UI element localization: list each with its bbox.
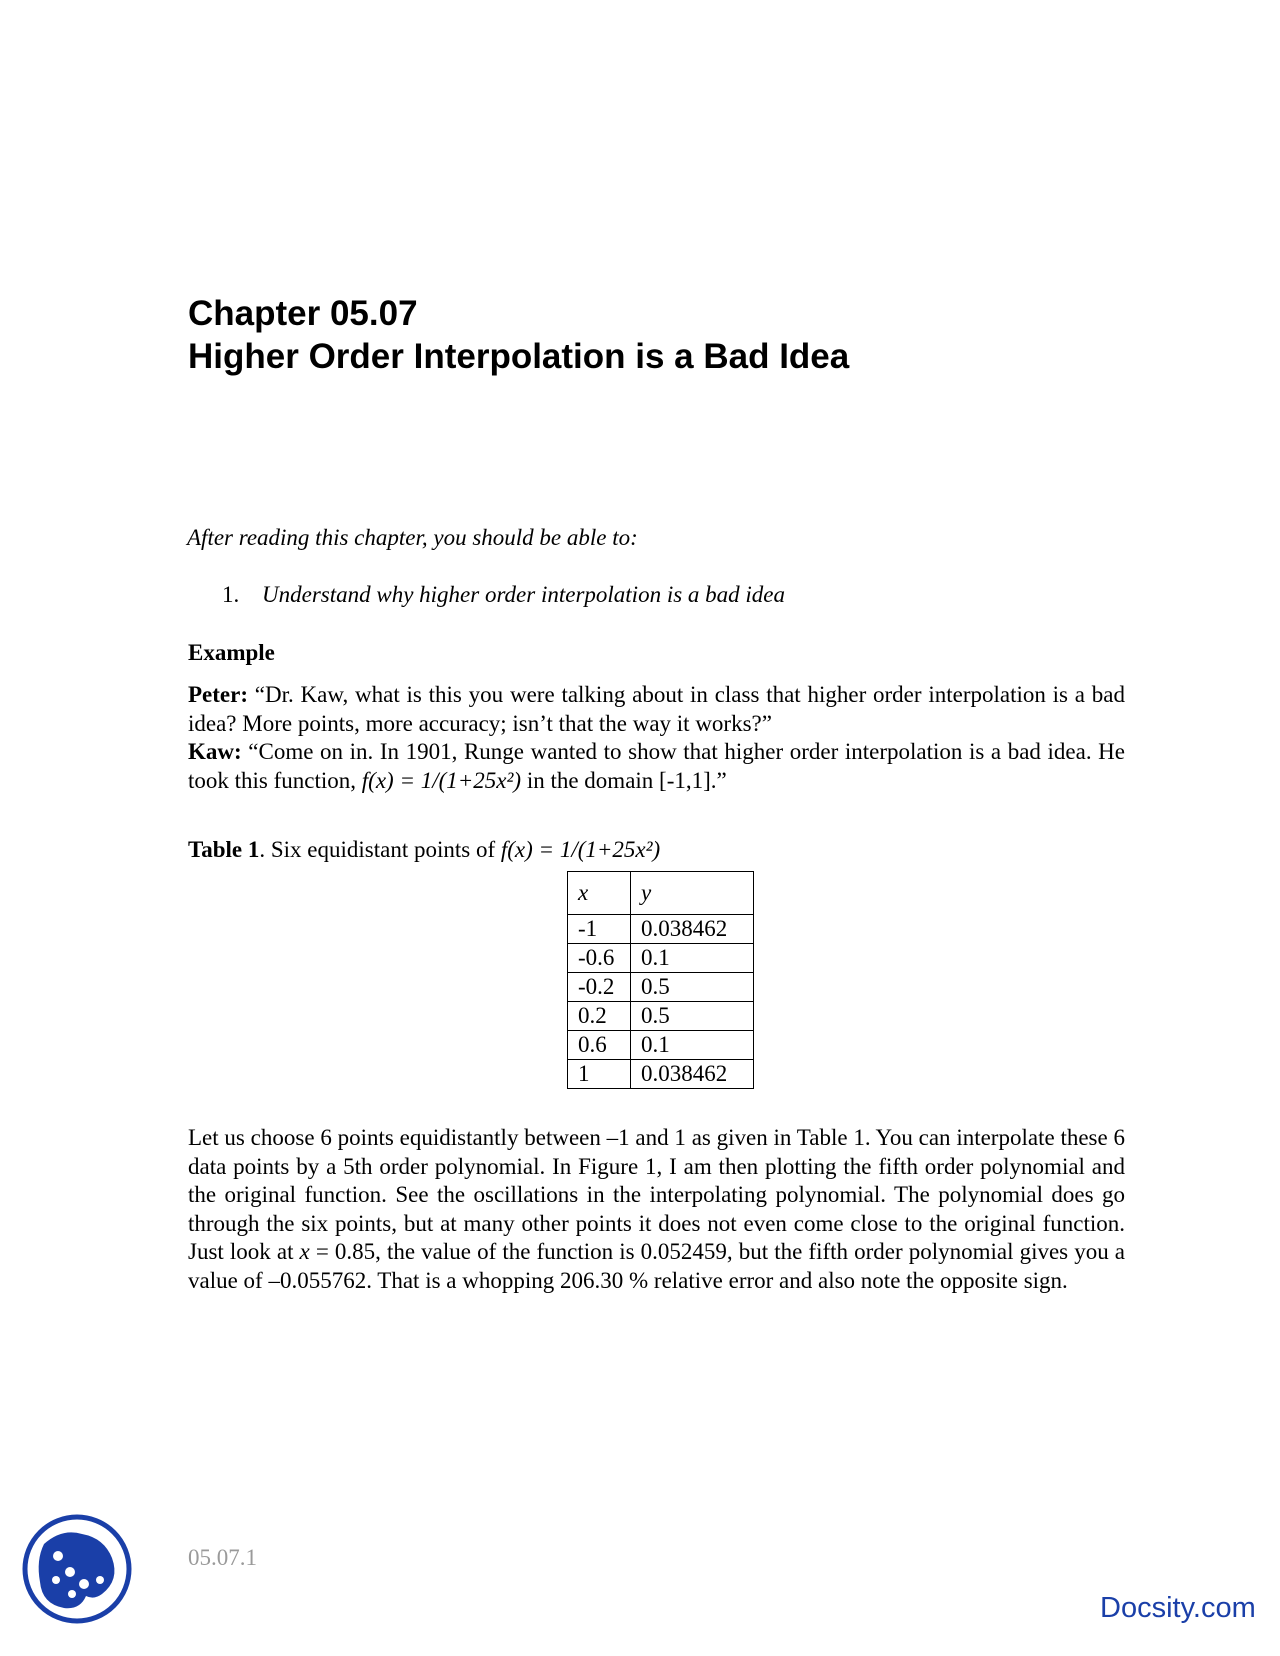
cell-y: 0.5 <box>631 1002 754 1031</box>
table-header-row <box>568 872 754 915</box>
chapter-title <box>188 292 849 378</box>
chapter-name: Higher Order Interpolation is a Bad Idea <box>188 337 850 376</box>
data-table <box>567 871 754 1089</box>
cell-x: -1 <box>568 915 631 944</box>
cell-x: -0.6 <box>568 944 631 973</box>
dialog-paragraph <box>188 681 1125 795</box>
table-row <box>568 1060 754 1089</box>
table-row <box>568 1031 754 1060</box>
table-row <box>568 973 754 1002</box>
table-caption-formula: f(x) = 1/(1+25x²) <box>500 837 661 862</box>
kaw-label: Kaw: <box>188 739 242 764</box>
cell-y: 0.1 <box>631 944 754 973</box>
example-heading: Example <box>188 640 275 665</box>
table-row <box>568 1002 754 1031</box>
peter-text: “Dr. Kaw, what is this you were talking about in class that higher order interpolation is a bad idea? More points, more accuracy; isn’t that the way it works?” <box>188 682 1125 736</box>
cell-x: 1 <box>568 1060 631 1089</box>
table-caption-label: Table 1 <box>188 837 260 862</box>
peter-label: Peter: <box>188 682 248 707</box>
chapter-number: Chapter 05.07 <box>188 294 418 333</box>
table-caption <box>188 837 660 863</box>
body-math-x: x <box>299 1239 310 1264</box>
cell-x: 0.6 <box>568 1031 631 1060</box>
cell-y: 0.038462 <box>631 1060 754 1089</box>
list-item-text: Understand why higher order interpolation is a bad idea <box>262 582 786 607</box>
cell-y: 0.1 <box>631 1031 754 1060</box>
table-row <box>568 915 754 944</box>
page-number: 05.07.1 <box>188 1545 257 1570</box>
list-item-number: 1. <box>222 582 240 607</box>
body-text-part2: = 0.85, the value of the function is 0.052459, but the fifth order polynomial gives you a value of –0.055762. That is a whopping 206.30 % relative error and also note the opposite sign. <box>188 1239 1126 1293</box>
cell-y: 0.5 <box>631 973 754 1002</box>
cell-y: 0.038462 <box>631 915 754 944</box>
list-item <box>222 582 785 608</box>
table-caption-text: . Six equidistant points of <box>259 837 501 862</box>
body-paragraph <box>188 1124 1125 1295</box>
docsity-logo-icon[interactable] <box>22 1514 132 1624</box>
brand-link[interactable]: Docsity.com <box>1100 1592 1256 1624</box>
body-text-part1: Let us choose 6 points equidistantly between –1 and 1 as given in Table 1. You can interpolate these 6 data points by a 5th order polynomial. In Figure 1, I am then plotting the fifth order polynomial and the original function. See the oscillations in the interpolating polynomial. The polynomial does go through the six points, but at many other points it does not even come close to the original function. Just look at <box>188 1125 1125 1264</box>
cell-x: -0.2 <box>568 973 631 1002</box>
objectives-list <box>222 582 785 608</box>
objectives-intro: After reading this chapter, you should be able to: <box>187 525 638 550</box>
cell-x: 0.2 <box>568 1002 631 1031</box>
table-row <box>568 944 754 973</box>
kaw-text-after: in the domain [-1,1].” <box>521 767 727 793</box>
column-header-x: x <box>568 872 631 915</box>
kaw-formula: f(x) = 1/(1+25x²) <box>361 767 522 793</box>
column-header-y: y <box>631 872 754 915</box>
kaw-text-before: “Come on in. In 1901, Runge wanted to show that higher order interpolation is a bad idea. He took this function, <box>188 739 1125 793</box>
